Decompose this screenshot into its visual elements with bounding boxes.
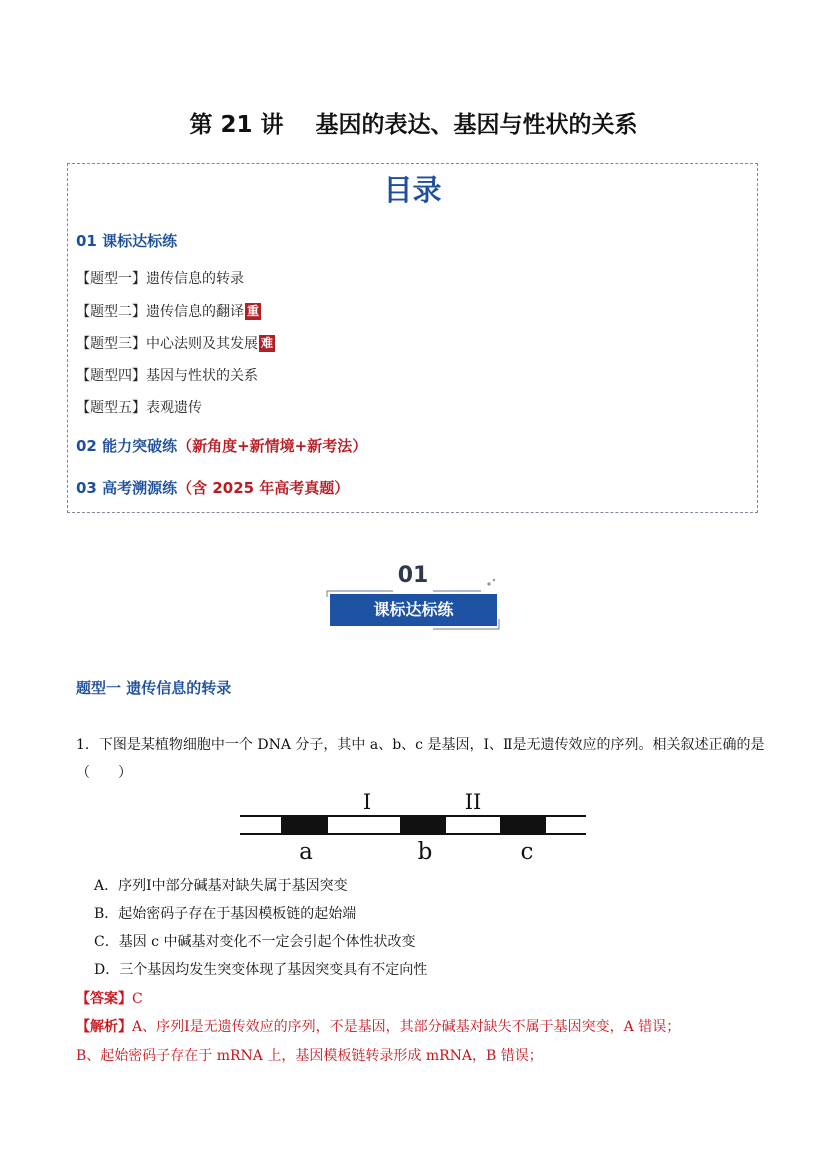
banner-number: 01 xyxy=(397,563,429,588)
answer-value: C xyxy=(132,991,143,1007)
answer-label: 【答案】 xyxy=(76,991,132,1007)
question-text: 1．下图是某植物细胞中一个 DNA 分子，其中 a、b、c 是基因，Ⅰ、Ⅱ是无遗传效应的序列。相关叙述正确的是（ ） xyxy=(76,737,765,781)
sequence-label-1: I xyxy=(362,790,372,814)
answer xyxy=(76,988,143,1008)
toc-item-label: 【题型五】表观遗传 xyxy=(76,400,202,416)
toc-section-3-subtitle: （含 2025 年高考真题） xyxy=(177,479,350,497)
option-b[interactable]: B．起始密码子存在于基因模板链的起始端 xyxy=(94,906,357,922)
toc-section-1[interactable]: 01 课标达标练 xyxy=(76,232,178,250)
key-point-badge: 重 xyxy=(247,304,260,318)
toc-item-label: 【题型四】基因与性状的关系 xyxy=(76,368,258,384)
table-of-contents xyxy=(67,163,758,513)
page-title: 第 21 讲 基因的表达、基因与性状的关系 xyxy=(189,112,638,138)
analysis-label: 【解析】 xyxy=(76,1019,132,1035)
toc-item-1[interactable] xyxy=(76,268,244,288)
toc-item-2[interactable] xyxy=(76,301,261,321)
toc-item-4[interactable] xyxy=(76,365,258,385)
gene-label-a: a xyxy=(299,839,313,864)
option-a[interactable]: A．序列Ⅰ中部分碱基对缺失属于基因突变 xyxy=(94,878,348,894)
analysis-line-1: 【解析】A、序列Ⅰ是无遗传效应的序列，不是基因，其部分碱基对缺失不属于基因突变，A 错误； xyxy=(76,1019,681,1035)
toc-heading: 目录 xyxy=(383,173,442,207)
question-type-heading: 题型一 遗传信息的转录 xyxy=(76,679,232,697)
toc-item-label: 【题型二】遗传信息的翻译 xyxy=(76,304,244,320)
banner-label: 课标达标练 xyxy=(330,594,497,626)
toc-section-2[interactable]: 02 能力突破练（新角度+新情境+新考法） xyxy=(76,437,368,455)
gene-label-c: c xyxy=(520,839,534,864)
gene-c xyxy=(500,816,546,834)
dna-diagram xyxy=(240,788,586,864)
toc-item-label: 【题型一】遗传信息的转录 xyxy=(76,271,244,287)
toc-section-3[interactable]: 03 高考溯源练（含 2025 年高考真题） xyxy=(76,479,350,497)
gene-a xyxy=(281,816,328,834)
section-banner xyxy=(323,563,503,635)
analysis-line-2: B、起始密码子存在于 mRNA 上，基因模板链转录形成 mRNA，B 错误； xyxy=(76,1048,543,1064)
gene-b xyxy=(400,816,446,834)
sequence-label-2: II xyxy=(464,790,482,814)
toc-item-3[interactable] xyxy=(76,333,275,353)
difficulty-badge: 难 xyxy=(261,336,274,350)
option-d[interactable]: D．三个基因均发生突变体现了基因突变具有不定向性 xyxy=(94,962,428,978)
toc-section-2-subtitle: （新角度+新情境+新考法） xyxy=(177,437,368,455)
toc-item-5[interactable] xyxy=(76,397,202,417)
option-c[interactable]: C．基因 c 中碱基对变化不一定会引起个体性状改变 xyxy=(94,934,416,950)
toc-item-label: 【题型三】中心法则及其发展 xyxy=(76,336,258,352)
gene-label-b: b xyxy=(417,839,433,864)
